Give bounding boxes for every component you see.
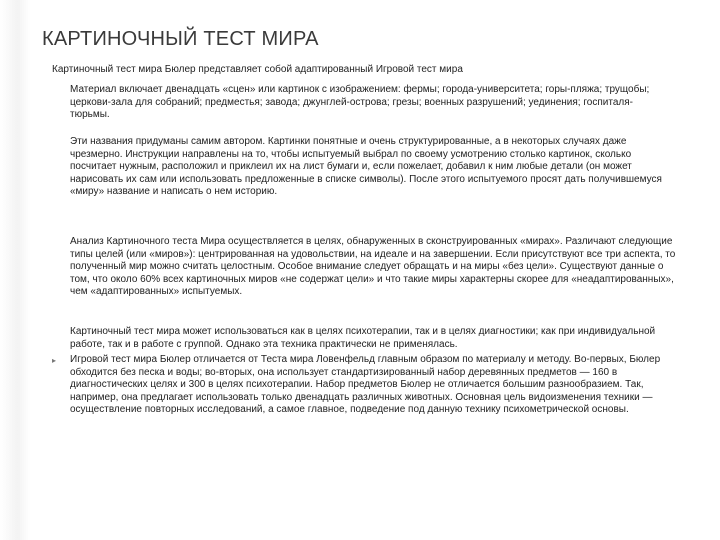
paragraph-instructions: Эти названия придуманы самим автором. Картинки понятные и очень структурированные, а в некоторых случаях даже чрезмерно. Инструкции направлены на то, чтобы испытуемый выбрал по своему усмотрению столько картинок, сколько посчитает нужным, расположил и приклеил их на лист бумаги и, если пожелает, добавил к ним любые детали (он может нарисовать их сам или использовать предложенные в списке символы). После этого испытуемого просят дать получившемуся «миру» название и написать о нем историю. — [70, 136, 662, 197]
paragraph-material: Материал включает двенадцать «сцен» или картинок с изображением: фермы; города-университета; горы-пляжа; трущобы; церкови-зала для собраний; предместья; завода; джунглей-острова; грезы; военных разрушений; уединения; госпиталя-тюрьмы. — [70, 84, 650, 120]
page-title: КАРТИНОЧНЫЙ ТЕСТ МИРА — [42, 28, 319, 50]
left-edge-shade — [0, 0, 30, 540]
paragraph-usage: Картиночный тест мира может использоваться как в целях психотерапии, так и в целях диагностики; как при индивидуальной работе, так и в работе с группой. Однако эта техника практически не применялась. — [70, 326, 656, 350]
paragraph-comparison: Игровой тест мира Бюлер отличается от Теста мира Ловенфельд главным образом по материалу и методу. Во-первых, Бюлер обходится без песка и воды; во-вторых, она использует стандартизированный набор деревянных предметов — 160 в диагностических целях и 300 в целях психотерапии. Набор предметов Бюлер не отличается большим разнообразием. Так, например, она предлагает использовать только двенадцать различных животных. Основная цель видоизменения техники — осуществление повторных исследований, а самое главное, подведение под данную технику психометрической основы. — [70, 354, 661, 415]
intro-text: Картиночный тест мира Бюлер представляет собой адаптированный Игровой тест мира — [52, 64, 463, 75]
bullet-icon: ▸ — [52, 356, 57, 365]
paragraph-analysis: Анализ Картиночного теста Мира осуществляется в целях, обнаруженных в сконструированных «мирах». Различают следующие типы целей (или «миров»): центрированная на удовольствии, на идеале и на завершении. Если присутствуют все три аспекта, то полученный мир можно считать целостным. Особое внимание следует обращать и на миры «без цели». Существуют данные о том, что около 60% всех картиночных миров «не содержат цели» и что такие миры характерны скорее для «неадаптированных», чем «адаптированных» испытуемых. — [70, 236, 676, 297]
